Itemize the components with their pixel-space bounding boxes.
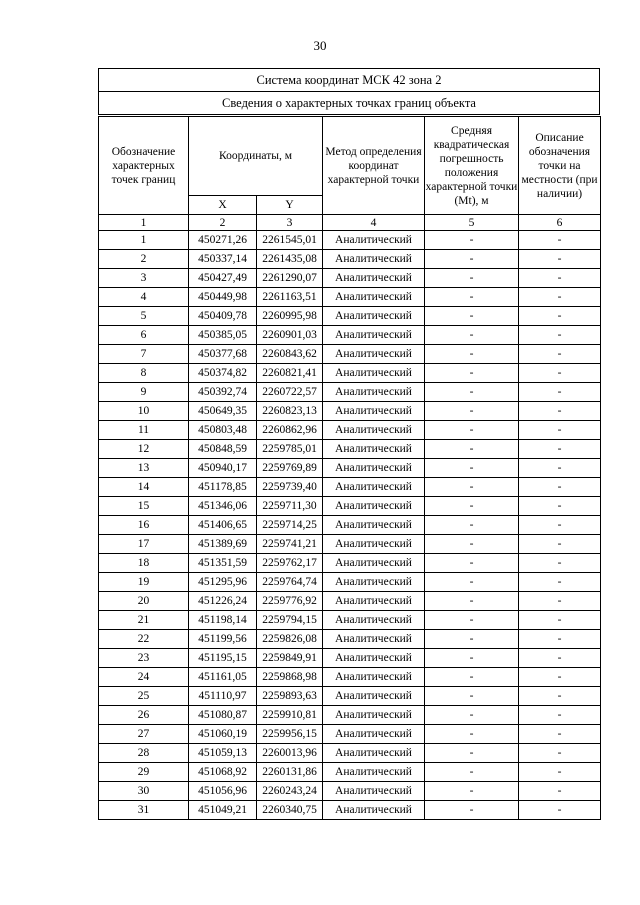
x-coord-cell: 451199,56 bbox=[189, 630, 257, 649]
error-cell: - bbox=[425, 383, 519, 402]
page-number: 30 bbox=[313, 38, 327, 53]
point-id-cell: 24 bbox=[99, 668, 189, 687]
table-row bbox=[99, 554, 601, 573]
table-row bbox=[99, 326, 601, 345]
y-coord-cell: 2260131,86 bbox=[257, 763, 323, 782]
error-cell: - bbox=[425, 497, 519, 516]
point-id-cell: 19 bbox=[99, 573, 189, 592]
error-cell: - bbox=[425, 554, 519, 573]
point-id-cell: 22 bbox=[99, 630, 189, 649]
header-coords: Координаты, м bbox=[189, 117, 323, 196]
point-id-cell: 21 bbox=[99, 611, 189, 630]
error-cell: - bbox=[425, 744, 519, 763]
header-x: X bbox=[189, 196, 257, 215]
table-row bbox=[99, 497, 601, 516]
method-cell: Аналитический bbox=[323, 383, 425, 402]
method-cell: Аналитический bbox=[323, 592, 425, 611]
points-table bbox=[98, 116, 601, 820]
table-row bbox=[99, 383, 601, 402]
column-number: 2 bbox=[189, 215, 257, 231]
y-coord-cell: 2259910,81 bbox=[257, 706, 323, 725]
table-row bbox=[99, 725, 601, 744]
x-coord-cell: 450940,17 bbox=[189, 459, 257, 478]
method-cell: Аналитический bbox=[323, 231, 425, 250]
y-coord-cell: 2260843,62 bbox=[257, 345, 323, 364]
table-body bbox=[99, 231, 601, 820]
error-cell: - bbox=[425, 516, 519, 535]
point-id-cell: 28 bbox=[99, 744, 189, 763]
description-cell: - bbox=[519, 345, 601, 364]
table-row bbox=[99, 592, 601, 611]
table-row bbox=[99, 402, 601, 421]
point-id-cell: 26 bbox=[99, 706, 189, 725]
x-coord-cell: 451080,87 bbox=[189, 706, 257, 725]
description-cell: - bbox=[519, 421, 601, 440]
y-coord-cell: 2260013,96 bbox=[257, 744, 323, 763]
y-coord-cell: 2259714,25 bbox=[257, 516, 323, 535]
method-cell: Аналитический bbox=[323, 516, 425, 535]
y-coord-cell: 2260901,03 bbox=[257, 326, 323, 345]
table-row bbox=[99, 459, 601, 478]
method-cell: Аналитический bbox=[323, 288, 425, 307]
point-id-cell: 1 bbox=[99, 231, 189, 250]
error-cell: - bbox=[425, 478, 519, 497]
table-row bbox=[99, 231, 601, 250]
point-id-cell: 3 bbox=[99, 269, 189, 288]
column-number: 6 bbox=[519, 215, 601, 231]
description-cell: - bbox=[519, 668, 601, 687]
error-cell: - bbox=[425, 725, 519, 744]
y-coord-cell: 2259956,15 bbox=[257, 725, 323, 744]
point-id-cell: 11 bbox=[99, 421, 189, 440]
x-coord-cell: 450271,26 bbox=[189, 231, 257, 250]
x-coord-cell: 451346,06 bbox=[189, 497, 257, 516]
header-point: Обозначение характерных точек границ bbox=[99, 117, 189, 215]
method-cell: Аналитический bbox=[323, 687, 425, 706]
point-id-cell: 30 bbox=[99, 782, 189, 801]
table-row bbox=[99, 345, 601, 364]
point-id-cell: 18 bbox=[99, 554, 189, 573]
x-coord-cell: 450337,14 bbox=[189, 250, 257, 269]
error-cell: - bbox=[425, 250, 519, 269]
error-cell: - bbox=[425, 421, 519, 440]
y-coord-cell: 2259868,98 bbox=[257, 668, 323, 687]
description-cell: - bbox=[519, 725, 601, 744]
x-coord-cell: 450385,05 bbox=[189, 326, 257, 345]
table-row bbox=[99, 440, 601, 459]
y-coord-cell: 2260823,13 bbox=[257, 402, 323, 421]
description-cell: - bbox=[519, 630, 601, 649]
method-cell: Аналитический bbox=[323, 649, 425, 668]
error-cell: - bbox=[425, 307, 519, 326]
point-id-cell: 6 bbox=[99, 326, 189, 345]
method-cell: Аналитический bbox=[323, 402, 425, 421]
method-cell: Аналитический bbox=[323, 630, 425, 649]
table-row bbox=[99, 364, 601, 383]
x-coord-cell: 450377,68 bbox=[189, 345, 257, 364]
point-id-cell: 29 bbox=[99, 763, 189, 782]
table-row bbox=[99, 782, 601, 801]
method-cell: Аналитический bbox=[323, 573, 425, 592]
description-cell: - bbox=[519, 288, 601, 307]
point-id-cell: 7 bbox=[99, 345, 189, 364]
description-cell: - bbox=[519, 744, 601, 763]
method-cell: Аналитический bbox=[323, 763, 425, 782]
description-cell: - bbox=[519, 364, 601, 383]
y-coord-cell: 2260340,75 bbox=[257, 801, 323, 820]
table-row bbox=[99, 421, 601, 440]
point-id-cell: 27 bbox=[99, 725, 189, 744]
table-row bbox=[99, 573, 601, 592]
x-coord-cell: 451295,96 bbox=[189, 573, 257, 592]
x-coord-cell: 451060,19 bbox=[189, 725, 257, 744]
y-coord-cell: 2259849,91 bbox=[257, 649, 323, 668]
error-cell: - bbox=[425, 440, 519, 459]
table-row bbox=[99, 535, 601, 554]
point-id-cell: 2 bbox=[99, 250, 189, 269]
method-cell: Аналитический bbox=[323, 478, 425, 497]
error-cell: - bbox=[425, 706, 519, 725]
y-coord-cell: 2261435,08 bbox=[257, 250, 323, 269]
x-coord-cell: 450374,82 bbox=[189, 364, 257, 383]
y-coord-cell: 2259785,01 bbox=[257, 440, 323, 459]
y-coord-cell: 2259762,17 bbox=[257, 554, 323, 573]
x-coord-cell: 451161,05 bbox=[189, 668, 257, 687]
y-coord-cell: 2261545,01 bbox=[257, 231, 323, 250]
description-cell: - bbox=[519, 250, 601, 269]
error-cell: - bbox=[425, 782, 519, 801]
error-cell: - bbox=[425, 269, 519, 288]
point-id-cell: 12 bbox=[99, 440, 189, 459]
table-row bbox=[99, 706, 601, 725]
x-coord-cell: 450392,74 bbox=[189, 383, 257, 402]
error-cell: - bbox=[425, 535, 519, 554]
description-cell: - bbox=[519, 478, 601, 497]
x-coord-cell: 451198,14 bbox=[189, 611, 257, 630]
method-cell: Аналитический bbox=[323, 307, 425, 326]
table-row bbox=[99, 288, 601, 307]
table-row bbox=[99, 744, 601, 763]
error-cell: - bbox=[425, 345, 519, 364]
description-cell: - bbox=[519, 535, 601, 554]
error-cell: - bbox=[425, 459, 519, 478]
header-description: Описание обозначения точки на местности (при наличии) bbox=[519, 117, 601, 215]
error-cell: - bbox=[425, 668, 519, 687]
table-row bbox=[99, 269, 601, 288]
error-cell: - bbox=[425, 801, 519, 820]
table-row bbox=[99, 516, 601, 535]
method-cell: Аналитический bbox=[323, 497, 425, 516]
point-id-cell: 8 bbox=[99, 364, 189, 383]
method-cell: Аналитический bbox=[323, 459, 425, 478]
description-cell: - bbox=[519, 383, 601, 402]
description-cell: - bbox=[519, 649, 601, 668]
y-coord-cell: 2260862,96 bbox=[257, 421, 323, 440]
x-coord-cell: 450649,35 bbox=[189, 402, 257, 421]
error-cell: - bbox=[425, 288, 519, 307]
table-subtitle: Сведения о характерных точках границ объекта bbox=[98, 91, 600, 115]
description-cell: - bbox=[519, 459, 601, 478]
x-coord-cell: 450409,78 bbox=[189, 307, 257, 326]
error-cell: - bbox=[425, 573, 519, 592]
table-row bbox=[99, 250, 601, 269]
x-coord-cell: 451068,92 bbox=[189, 763, 257, 782]
method-cell: Аналитический bbox=[323, 668, 425, 687]
x-coord-cell: 450449,98 bbox=[189, 288, 257, 307]
table-row bbox=[99, 611, 601, 630]
description-cell: - bbox=[519, 269, 601, 288]
point-id-cell: 31 bbox=[99, 801, 189, 820]
x-coord-cell: 451351,59 bbox=[189, 554, 257, 573]
x-coord-cell: 450848,59 bbox=[189, 440, 257, 459]
method-cell: Аналитический bbox=[323, 744, 425, 763]
error-cell: - bbox=[425, 326, 519, 345]
y-coord-cell: 2259826,08 bbox=[257, 630, 323, 649]
y-coord-cell: 2260243,24 bbox=[257, 782, 323, 801]
y-coord-cell: 2259769,89 bbox=[257, 459, 323, 478]
description-cell: - bbox=[519, 687, 601, 706]
y-coord-cell: 2259794,15 bbox=[257, 611, 323, 630]
point-id-cell: 13 bbox=[99, 459, 189, 478]
point-id-cell: 25 bbox=[99, 687, 189, 706]
error-cell: - bbox=[425, 630, 519, 649]
description-cell: - bbox=[519, 516, 601, 535]
y-coord-cell: 2259893,63 bbox=[257, 687, 323, 706]
x-coord-cell: 451389,69 bbox=[189, 535, 257, 554]
y-coord-cell: 2259739,40 bbox=[257, 478, 323, 497]
description-cell: - bbox=[519, 611, 601, 630]
x-coord-cell: 451059,13 bbox=[189, 744, 257, 763]
table-row bbox=[99, 668, 601, 687]
y-coord-cell: 2260722,57 bbox=[257, 383, 323, 402]
x-coord-cell: 451195,15 bbox=[189, 649, 257, 668]
point-id-cell: 14 bbox=[99, 478, 189, 497]
method-cell: Аналитический bbox=[323, 326, 425, 345]
method-cell: Аналитический bbox=[323, 535, 425, 554]
y-coord-cell: 2260995,98 bbox=[257, 307, 323, 326]
coordinate-system-title: Система координат МСК 42 зона 2 bbox=[98, 68, 600, 92]
y-coord-cell: 2260821,41 bbox=[257, 364, 323, 383]
header-y: Y bbox=[257, 196, 323, 215]
error-cell: - bbox=[425, 364, 519, 383]
method-cell: Аналитический bbox=[323, 554, 425, 573]
point-id-cell: 20 bbox=[99, 592, 189, 611]
description-cell: - bbox=[519, 307, 601, 326]
point-id-cell: 23 bbox=[99, 649, 189, 668]
error-cell: - bbox=[425, 231, 519, 250]
x-coord-cell: 450803,48 bbox=[189, 421, 257, 440]
table-row bbox=[99, 801, 601, 820]
description-cell: - bbox=[519, 782, 601, 801]
x-coord-cell: 451226,24 bbox=[189, 592, 257, 611]
point-id-cell: 9 bbox=[99, 383, 189, 402]
point-id-cell: 4 bbox=[99, 288, 189, 307]
method-cell: Аналитический bbox=[323, 269, 425, 288]
point-id-cell: 15 bbox=[99, 497, 189, 516]
description-cell: - bbox=[519, 554, 601, 573]
error-cell: - bbox=[425, 687, 519, 706]
header-error: Средняя квадратическая погрешность положения характерной точки (Mt), м bbox=[425, 117, 519, 215]
description-cell: - bbox=[519, 326, 601, 345]
column-number: 5 bbox=[425, 215, 519, 231]
y-coord-cell: 2259741,21 bbox=[257, 535, 323, 554]
x-coord-cell: 451406,65 bbox=[189, 516, 257, 535]
method-cell: Аналитический bbox=[323, 611, 425, 630]
point-id-cell: 17 bbox=[99, 535, 189, 554]
description-cell: - bbox=[519, 231, 601, 250]
description-cell: - bbox=[519, 440, 601, 459]
table-row bbox=[99, 307, 601, 326]
y-coord-cell: 2259776,92 bbox=[257, 592, 323, 611]
description-cell: - bbox=[519, 801, 601, 820]
error-cell: - bbox=[425, 592, 519, 611]
point-id-cell: 10 bbox=[99, 402, 189, 421]
x-coord-cell: 451056,96 bbox=[189, 782, 257, 801]
x-coord-cell: 450427,49 bbox=[189, 269, 257, 288]
table-row bbox=[99, 687, 601, 706]
table-row bbox=[99, 649, 601, 668]
error-cell: - bbox=[425, 649, 519, 668]
method-cell: Аналитический bbox=[323, 706, 425, 725]
x-coord-cell: 451049,21 bbox=[189, 801, 257, 820]
method-cell: Аналитический bbox=[323, 801, 425, 820]
column-number: 4 bbox=[323, 215, 425, 231]
y-coord-cell: 2259711,30 bbox=[257, 497, 323, 516]
table-row bbox=[99, 478, 601, 497]
method-cell: Аналитический bbox=[323, 782, 425, 801]
column-number: 3 bbox=[257, 215, 323, 231]
y-coord-cell: 2261290,07 bbox=[257, 269, 323, 288]
description-cell: - bbox=[519, 706, 601, 725]
table-row bbox=[99, 630, 601, 649]
method-cell: Аналитический bbox=[323, 421, 425, 440]
error-cell: - bbox=[425, 763, 519, 782]
point-id-cell: 5 bbox=[99, 307, 189, 326]
y-coord-cell: 2261163,51 bbox=[257, 288, 323, 307]
error-cell: - bbox=[425, 611, 519, 630]
x-coord-cell: 451110,97 bbox=[189, 687, 257, 706]
x-coord-cell: 451178,85 bbox=[189, 478, 257, 497]
y-coord-cell: 2259764,74 bbox=[257, 573, 323, 592]
method-cell: Аналитический bbox=[323, 440, 425, 459]
description-cell: - bbox=[519, 763, 601, 782]
method-cell: Аналитический bbox=[323, 345, 425, 364]
description-cell: - bbox=[519, 402, 601, 421]
method-cell: Аналитический bbox=[323, 250, 425, 269]
description-cell: - bbox=[519, 497, 601, 516]
column-number: 1 bbox=[99, 215, 189, 231]
method-cell: Аналитический bbox=[323, 725, 425, 744]
table-row bbox=[99, 763, 601, 782]
error-cell: - bbox=[425, 402, 519, 421]
description-cell: - bbox=[519, 573, 601, 592]
header-method: Метод определения координат характерной точки bbox=[323, 117, 425, 215]
point-id-cell: 16 bbox=[99, 516, 189, 535]
description-cell: - bbox=[519, 592, 601, 611]
method-cell: Аналитический bbox=[323, 364, 425, 383]
